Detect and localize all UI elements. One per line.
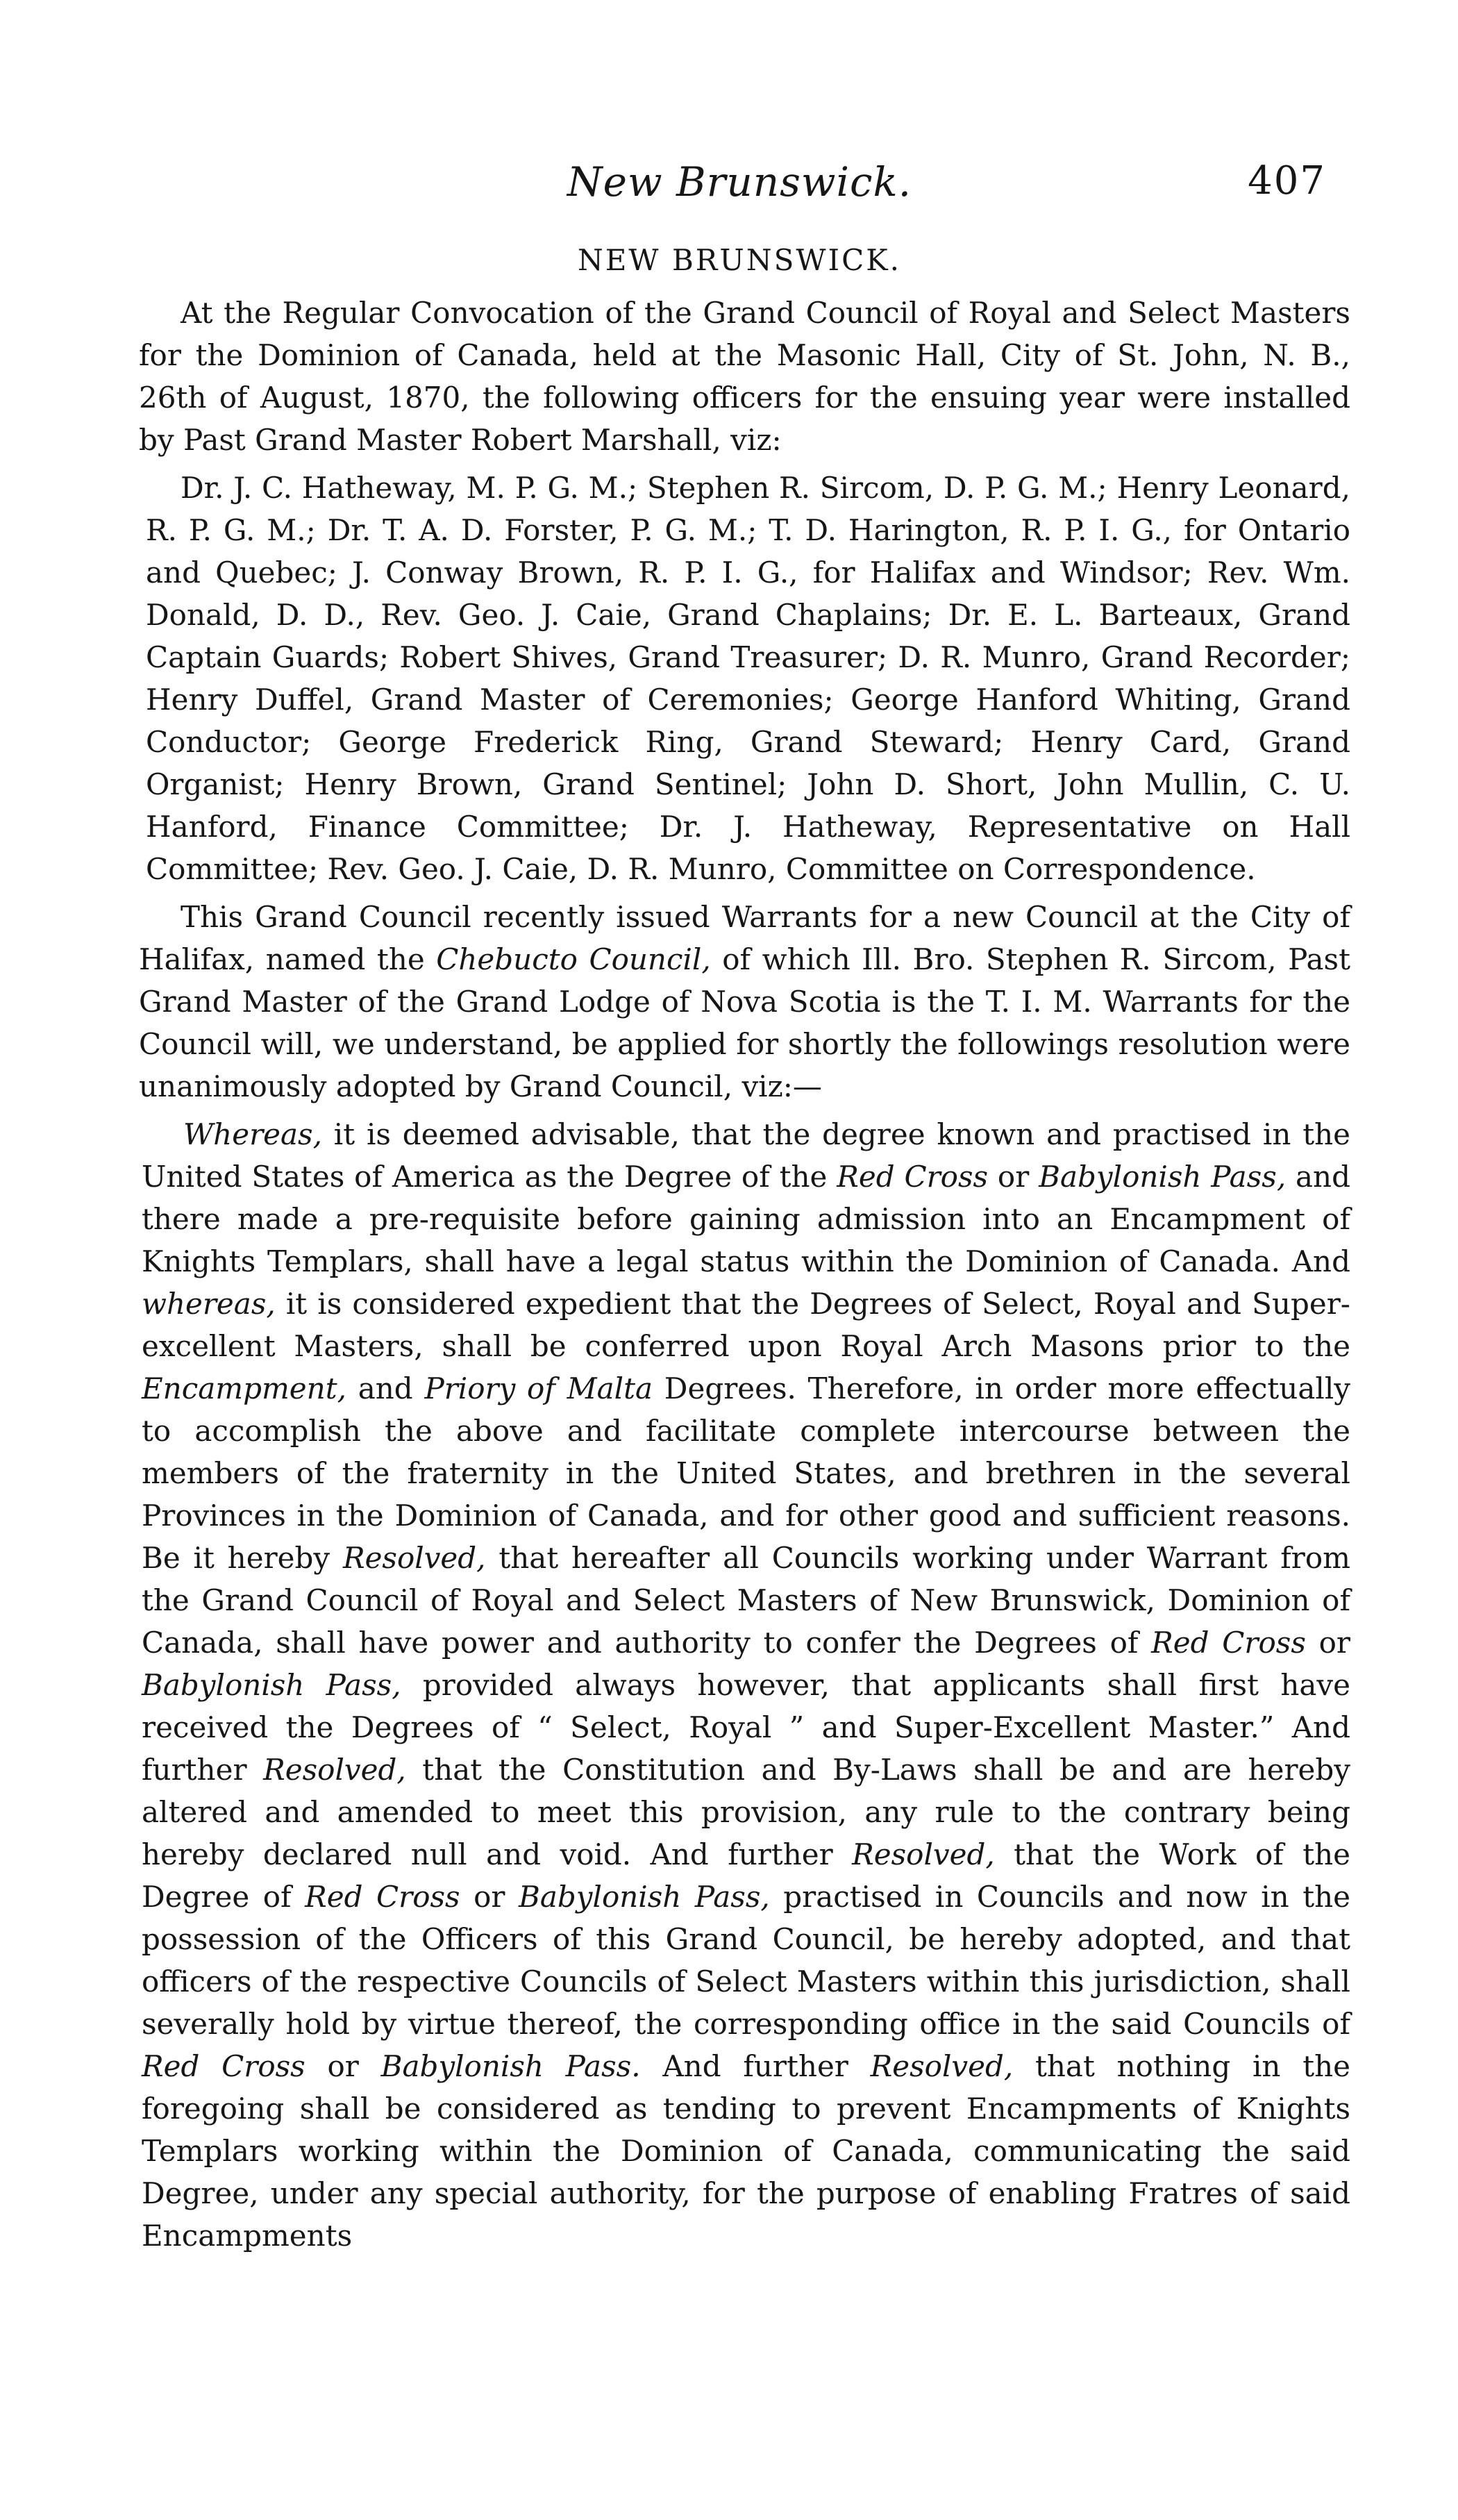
italic-run: Encampment,: [142, 1371, 346, 1405]
text-run: that the Constitution and By-Laws shall be and are hereby altered and amended to meet this provision, any rule to the contrary being hereby declared null and void. And further: [142, 1753, 1350, 1871]
running-head: [125, 158, 1354, 214]
italic-run: Resolved,: [870, 2049, 1014, 2083]
italic-run: Red Cross: [142, 2049, 305, 2083]
body-text: [139, 292, 1350, 2257]
text-run: And further: [640, 2049, 871, 2083]
text-run: it is considered expedient that the Degrees of Select, Royal and Super-excellent Masters, shall be conferred upon Royal Arch Masons prior to the: [142, 1287, 1350, 1363]
text-run: or: [1305, 1626, 1350, 1660]
running-title: New Brunswick.: [567, 158, 912, 206]
paragraph-convocation: At the Regular Convocation of the Grand Council of Royal and Select Masters for the Dominion of Canada, held at the Masonic Hall, City of St. John, N. B., 26th of August, 1870, the following officers for the ensuing year were installed by Past Grand Master Robert Marshall, viz:: [139, 296, 1350, 457]
text-run: it is deemed advisable, that the degree known and practised in the United States of America as the Degree of the: [142, 1117, 1350, 1194]
italic-run: Red Cross: [305, 1880, 460, 1914]
text-run: This Grand Council recently issued Warrants for a new Council at the City of Halifax, named the: [139, 900, 1350, 976]
italic-run: Babylonish Pass,: [519, 1880, 770, 1914]
text-run: provided always however, that applicants shall first have received the Degrees of “ Select, Royal ” and Super-Excellent Master.” And further: [142, 1668, 1350, 1787]
text-run: or: [460, 1880, 519, 1914]
text-run: that nothing in the foregoing shall be considered as tending to prevent Encampments of Knights Templars working within the Dominion of Canada, communicating the said Degree, under any special authority, for the purpose of enabling Fratres of said Encampments: [142, 2049, 1350, 2253]
text-run: Degrees. Therefore, in order more effectually to accomplish the above and facilitate complete intercourse between the members of the fraternity in the United States, and brethren in the several Provinces in the Dominion of Canada, and for other good and sufficient reasons. Be it hereby: [142, 1371, 1350, 1575]
text-run: or: [305, 2049, 381, 2083]
italic-run: Red Cross: [1151, 1626, 1306, 1660]
council-name: Chebucto Council,: [436, 942, 711, 976]
italic-run: Resolved,: [342, 1541, 486, 1575]
italic-run: Resolved,: [263, 1753, 406, 1787]
text-run: of which Ill. Bro. Stephen R. Sircom, Past Grand Master of the Grand Lodge of Nova Scotia is the T. I. M. Warrants for the Council will, we understand, be applied for shortly the followings resolution were unanimously adopted by Grand Council, viz:—: [139, 942, 1350, 1103]
text-run: and there made a pre-requisite before gaining admission into an Encampment of Knights Templars, shall have a legal status within the Dominion of Canada. And: [142, 1160, 1350, 1278]
italic-run: whereas,: [142, 1287, 276, 1321]
paragraph-resolution: [139, 1113, 1350, 2257]
paragraph-officers-list: Dr. J. C. Hatheway, M. P. G. M.; Stephen R. Sircom, D. P. G. M.; Henry Leonard, R. P. G. M.; Dr. T. A. D. Forster, P. G. M.; T. D. Harington, R. P. I. G., for Ontario and Quebec; J. Conway Brown, R. P. I. G., for Halifax and Windsor; Rev. Wm. Donald, D. D., Rev. Geo. J. Caie, Grand Chaplains; Dr. E. L. Barteaux, Grand Captain Guards; Robert Shives, Grand Treasurer; D. R. Munro, Grand Recorder; Henry Duffel, Grand Master of Ceremonies; George Hanford Whiting, Grand Conductor; George Frederick Ring, Grand Steward; Henry Card, Grand Organist; Henry Brown, Grand Sentinel; John D. Short, John Mullin, C. U. Hanford, Finance Committee; Dr. J. Hatheway, Representative on Hall Committee; Rev. Geo. J. Caie, D. R. Munro, Committee on Correspondence.: [146, 471, 1350, 886]
page-number: 407: [1248, 158, 1326, 203]
paragraph-warrants: [139, 896, 1350, 1108]
section-title: NEW BRUNSWICK.: [578, 243, 901, 277]
text-run: and: [346, 1371, 425, 1405]
text-run: that the Work of the Degree of: [142, 1837, 1350, 1914]
italic-run: Resolved,: [852, 1837, 995, 1871]
text-run: that hereafter all Councils working under Warrant from the Grand Council of Royal and Select Masters of New Brunswick, Dominion of Canada, shall have power and authority to confer the Degrees of: [142, 1541, 1350, 1660]
italic-run: Babylonish Pass,: [142, 1668, 401, 1702]
italic-run: Red Cross: [837, 1160, 989, 1194]
italic-run: Whereas,: [183, 1117, 322, 1151]
italic-run: Babylonish Pass.: [380, 2049, 641, 2083]
italic-run: Babylonish Pass,: [1039, 1160, 1287, 1194]
text-run: practised in Councils and now in the possession of the Officers of this Grand Council, be hereby adopted, and that officers of the respective Councils of Select Masters within this jurisdiction, shall severally hold by virtue thereof, the corresponding office in the said Councils of: [142, 1880, 1350, 2041]
text-run: or: [988, 1160, 1039, 1194]
italic-run: Priory of Malta: [424, 1371, 653, 1405]
